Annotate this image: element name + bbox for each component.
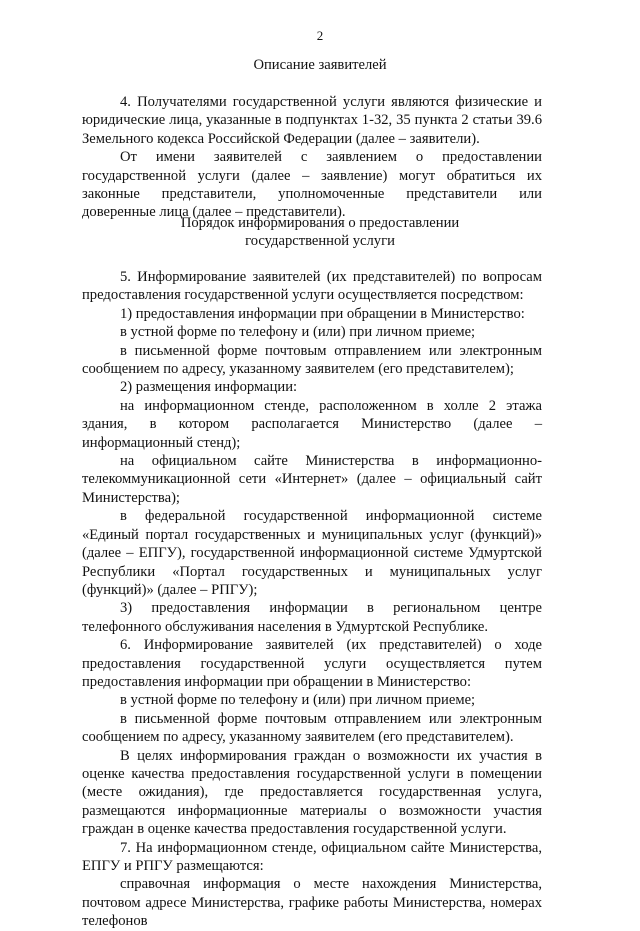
paragraph: 3) предоставления информации в региональном центре телефонного обслуживания населения в Удмуртской Республике. xyxy=(82,600,542,635)
page-number: 2 xyxy=(316,28,324,43)
paragraph: в письменной форме почтовым отправлением или электронным сообщением по адресу, указанному заявителем (его представителем). xyxy=(82,710,542,746)
paragraph: 7. На информационном стенде, официальном сайте Министерства, ЕПГУ и РПГУ размещаются: xyxy=(82,839,542,874)
paragraph: в устной форме по телефону и (или) при личном приеме; xyxy=(120,692,476,709)
section-title-line: государственной услуги xyxy=(245,233,395,250)
paragraph: 5. Информирование заявителей (их представителей) по вопросам предоставления государственной услуги осуществляется посредством: xyxy=(82,269,542,304)
paragraph: справочная информация о месте нахождения Министерства, почтовом адресе Министерства, графике работы Министерства, номерах телефонов xyxy=(82,876,542,930)
section-title-applicants: Описание заявителей xyxy=(253,57,387,73)
paragraph: В целях информирования граждан о возможности их участия в оценке качества предоставления государственной услуги в помещении (месте ожидания), где предоставляется государственная услуга, размещаются информационные материалы о возможности участия граждан в оценке качества предоставления государственной услуги. xyxy=(82,747,542,838)
section-applicants-body xyxy=(82,93,542,222)
paragraph: в устной форме по телефону и (или) при личном приеме; xyxy=(120,324,476,341)
paragraph: 1) предоставления информации при обращении в Министерство: xyxy=(120,305,525,322)
section-title-line: Порядок информирования о предоставлении xyxy=(180,215,460,231)
paragraph: в письменной форме почтовым отправлением или электронным сообщением по адресу, указанному заявителем (его представителем); xyxy=(82,342,542,378)
section-informing-body xyxy=(82,268,542,931)
paragraph: на информационном стенде, расположенном в холле 2 этажа здания, в котором располагается Министерство (далее – информационный стенд); xyxy=(82,397,542,451)
paragraph: на официальном сайте Министерства в информационно-телекоммуникационной сети «Интернет» (далее – официальный сайт Министерства); xyxy=(82,453,542,506)
paragraph: в федеральной государственной информационной системе «Единый портал государственных и муниципальных услуг (функций)» (далее – ЕПГУ), государственной информационной системе Удмуртской Республики «Портал государственных и муниципальных услуг (функций)» (далее – РПГУ); xyxy=(82,508,542,598)
paragraph: 2) размещения информации: xyxy=(120,379,298,396)
paragraph: 6. Информирование заявителей (их представителей) о ходе предоставления государственной услуги осуществляется путем предоставления информации при обращении в Министерство: xyxy=(82,637,542,690)
paragraph: От имени заявителей с заявлением о предоставлении государственной услуги (далее – заявление) могут обратиться их законные представители, уполномоченные представители или доверенные лица (далее – представители). xyxy=(82,149,542,221)
paragraph: 4. Получателями государственной услуги являются физические и юридические лица, указанные в подпунктах 1-32, 35 пункта 2 статьи 39.6 Земельного кодекса Российской Федерации (далее – заявители). xyxy=(82,94,542,147)
section-title-informing xyxy=(0,214,640,251)
